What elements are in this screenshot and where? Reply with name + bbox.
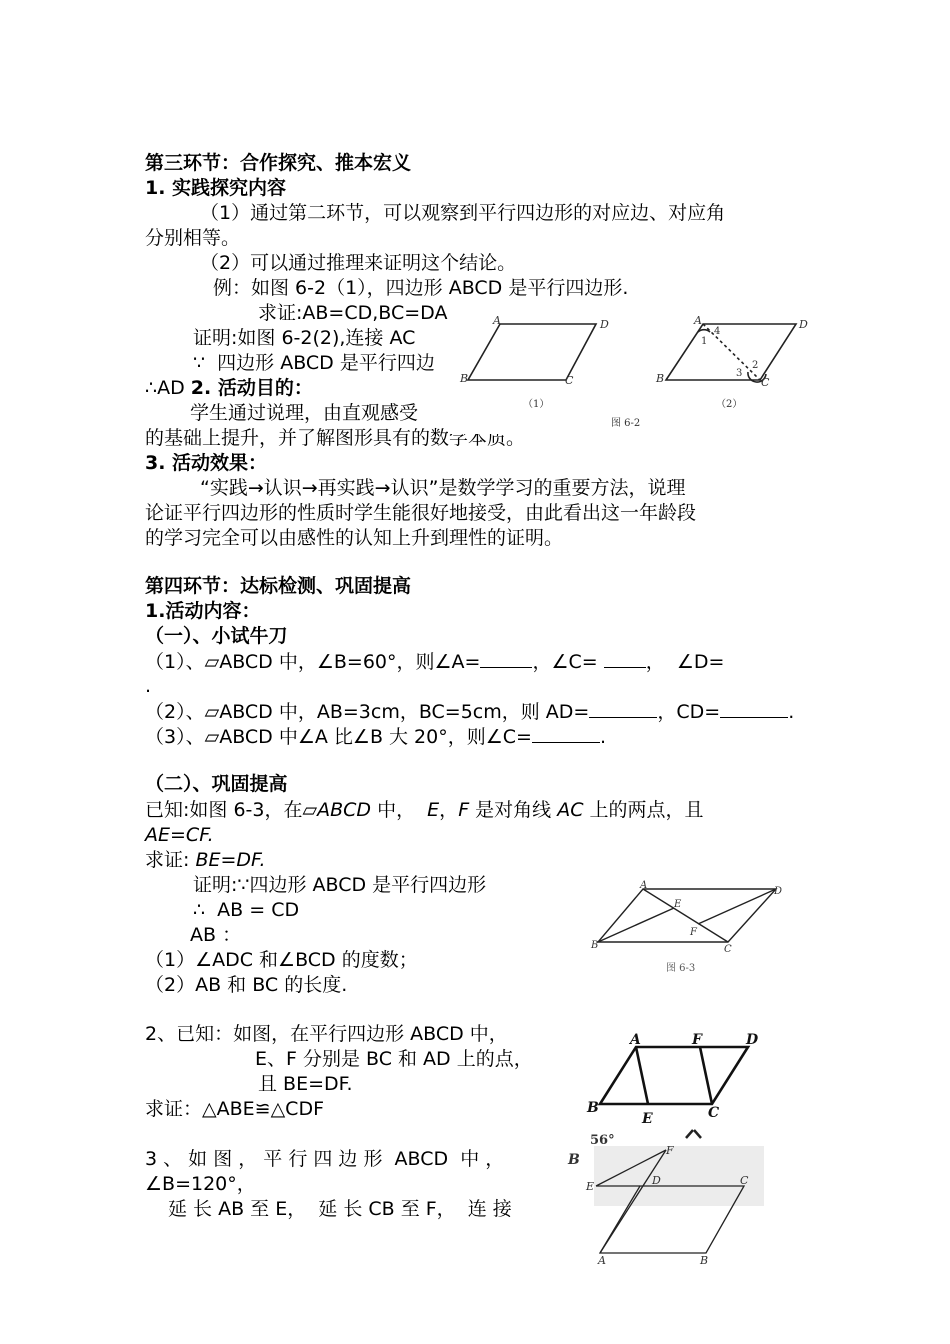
segment-be: [598, 908, 674, 942]
q2-blank-cd[interactable]: [720, 699, 788, 718]
section3-purpose-line1: 学生通过说理，由直观感受: [190, 402, 419, 424]
section4-item1-title: 1.活动内容：: [145, 600, 261, 622]
section3-p2: （2）可以通过推理来证明这个结论。: [200, 252, 517, 274]
section3-prove: 求证:AB=CD,BC=DA.: [258, 302, 454, 324]
figure-6-3: [588, 880, 788, 978]
prove2-b: BE=DF.: [195, 849, 266, 871]
q2-known-line3: 且 BE=DF.: [258, 1073, 353, 1095]
fig62-label-c2: C: [761, 376, 770, 389]
q3fig-label-b: B: [700, 1254, 709, 1267]
fig62-label-d1: D: [600, 318, 609, 331]
q2fig-label-b: B: [587, 1100, 599, 1116]
figure-6-2: [448, 312, 818, 434]
scan-fragment-mark-1: [686, 1130, 693, 1138]
section3-heading: 第三环节：合作探究、推本宏义: [145, 152, 412, 174]
parallelogram-2: [666, 324, 796, 380]
therefore-ad: ∴AD: [145, 377, 191, 399]
fig62-sub2: （2）: [716, 399, 743, 410]
q2-text-b: ，CD=: [657, 701, 721, 723]
fig62-angle-4: 4: [714, 326, 721, 337]
section3-example: 例：如图 6-2（1），四边形 ABCD 是平行四边形.: [213, 277, 629, 299]
segment-df: [698, 889, 776, 924]
q2-text-a: （2）、▱ABCD 中，AB=3cm，BC=5cm，则 AD=: [145, 701, 590, 723]
q3-line2: ∠B=120°，: [145, 1173, 256, 1195]
section4-part2-title: （二）、巩固提高: [145, 773, 288, 795]
segment-ae: [636, 1047, 648, 1104]
sub-question-1: （1）∠ADC 和∠BCD 的度数；: [145, 949, 418, 971]
known1-ac: AC: [557, 799, 584, 821]
q2fig-label-d: D: [746, 1032, 759, 1048]
q3-blank-c[interactable]: [532, 724, 600, 743]
q2-known-line1: 2、已知：如图，在平行四边形 ABCD 中，: [145, 1023, 508, 1045]
fig63-label-d: D: [774, 886, 783, 897]
q3fig-angle-fragment: 56°: [590, 1133, 615, 1148]
q1-blank-a[interactable]: [480, 649, 532, 668]
q3fig-label-b-fragment: B: [568, 1152, 580, 1168]
fig62-caption: 图 6-2: [611, 418, 641, 429]
fig63-caption: 图 6-3: [666, 963, 696, 974]
fig63-label-b: B: [591, 940, 599, 951]
known1-b: 中，: [371, 799, 428, 821]
fig62-label-a1: A: [493, 314, 501, 327]
proof-2-c: AB ：: [190, 924, 242, 946]
fig62-angle-3: 3: [736, 368, 743, 379]
q3-text-b: .: [599, 726, 606, 748]
fig63-label-a: A: [640, 880, 648, 891]
q3fig-label-d: D: [652, 1174, 661, 1187]
section4-heading: 第四环节：达标检测、巩固提高: [145, 575, 412, 597]
known1-abcd: ABCD: [317, 799, 372, 821]
parallelogram-1: [468, 324, 596, 380]
known1-f: F: [458, 799, 470, 821]
question-3: [145, 724, 606, 749]
q3-line1: 3 、 如 图 ， 平 行 四 边 形 ABCD 中 ，: [145, 1148, 505, 1170]
fig62-label-d2: D: [799, 318, 808, 331]
q3fig-label-f: F: [666, 1144, 674, 1157]
section3-effect-line3: 的学习完全可以由感性的认知上升到理性的证明。: [145, 527, 564, 549]
q2fig-label-f: F: [692, 1032, 702, 1048]
segment-cf: [700, 1047, 712, 1104]
q3-text-a: （3）、▱ABCD 中∠A 比∠B 大 20°，则∠C=: [145, 726, 532, 748]
q1-text-b: ，∠C=: [532, 651, 598, 673]
q1-blank-c[interactable]: [604, 649, 646, 668]
section3-effect-line2: 论证平行四边形的性质时学生能很好地接受，由此看出这一年龄段: [145, 502, 697, 524]
known1-e2: 上的两点，且: [583, 799, 704, 821]
fig62-angle-1: 1: [701, 336, 708, 347]
q2fig-label-a: A: [630, 1032, 641, 1048]
section3-proof1: 证明:如图 6-2(2),连接 AC: [193, 327, 416, 349]
fig63-label-f: F: [690, 927, 697, 938]
known-1-line1: [145, 798, 704, 822]
section3-item3-title: 3. 活动效果：: [145, 452, 268, 474]
q2fig-label-e: E: [642, 1111, 653, 1127]
section3-item2-line: [145, 376, 313, 400]
q2-blank-ad[interactable]: [589, 699, 657, 718]
question-2: [145, 699, 794, 724]
q3fig-label-c: C: [740, 1174, 749, 1187]
fig62-label-b2: B: [656, 372, 665, 385]
fig63-label-e: E: [674, 899, 682, 910]
known1-c: ，: [439, 799, 459, 821]
figure-q2: [584, 1030, 764, 1130]
known-1-line2: AE=CF.: [145, 824, 214, 846]
q3fig-label-e: E: [586, 1180, 595, 1193]
parallelogram-abcd: [598, 889, 776, 942]
section3-effect-line1: “实践→认识→再实践→认识”是数学学习的重要方法，说理: [200, 477, 686, 499]
prove-2: [145, 848, 266, 872]
known1-a: 已知:如图 6-3，在▱: [145, 799, 318, 821]
fig62-sub1: （1）: [523, 399, 550, 410]
section4-part1-title: （一）、小试牛刀: [145, 625, 288, 647]
fig62-label-c1: C: [565, 374, 574, 387]
section3-item1-title: 1. 实践探究内容: [145, 177, 287, 199]
scan-fragment-mark-2: [694, 1130, 701, 1138]
q1-text-c: ， ∠D=: [645, 651, 725, 673]
q2-known-line2: E、F 分别是 BC 和 AD 上的点，: [255, 1048, 533, 1070]
sub-question-2: （2）AB 和 BC 的长度.: [145, 974, 348, 996]
diagonal-ac: [703, 324, 760, 380]
figure-q3: [566, 1128, 786, 1273]
fig62-label-b1: B: [460, 372, 469, 385]
section3-item2-title: 2. 活动目的：: [190, 377, 313, 399]
proof-2-b: ∴ AB = CD: [193, 899, 300, 921]
known1-d: 是对角线: [469, 799, 558, 821]
known1-e: E: [427, 799, 440, 821]
section3-p1-line2: 分别相等。: [145, 227, 241, 249]
fig63-label-c: C: [724, 944, 732, 955]
fig62-angle-2: 2: [752, 360, 759, 371]
proof-2-a: 证明:∵四边形 ABCD 是平行四边形: [193, 874, 487, 896]
q3-line3: 延 长 AB 至 E， 延 长 CB 至 F， 连 接: [168, 1198, 512, 1220]
prove2-a: 求证:: [145, 849, 196, 871]
fig62-label-a2: A: [694, 314, 702, 327]
section3-purpose-line2: 的基础上提升，并了解图形具有的数学本质。: [145, 427, 526, 449]
question-1: [145, 649, 724, 674]
q2-prove: 求证：△ABE≌△CDF: [145, 1098, 325, 1120]
q2-text-c: .: [788, 701, 795, 723]
q2fig-label-c: C: [708, 1105, 720, 1121]
angle-arc-a: [698, 330, 710, 332]
section3-proof2: ∵ 四边形 ABCD 是平行四边: [193, 352, 435, 374]
parallelogram-abcd-q2: [600, 1047, 748, 1104]
section3-p1-line1: （1）通过第二环节，可以观察到平行四边形的对应边、对应角: [200, 202, 726, 224]
q3fig-label-a: A: [598, 1254, 606, 1267]
q1-text-a: （1）、▱ABCD 中，∠B=60°，则∠A=: [145, 651, 481, 673]
q1-dot: .: [145, 675, 152, 697]
